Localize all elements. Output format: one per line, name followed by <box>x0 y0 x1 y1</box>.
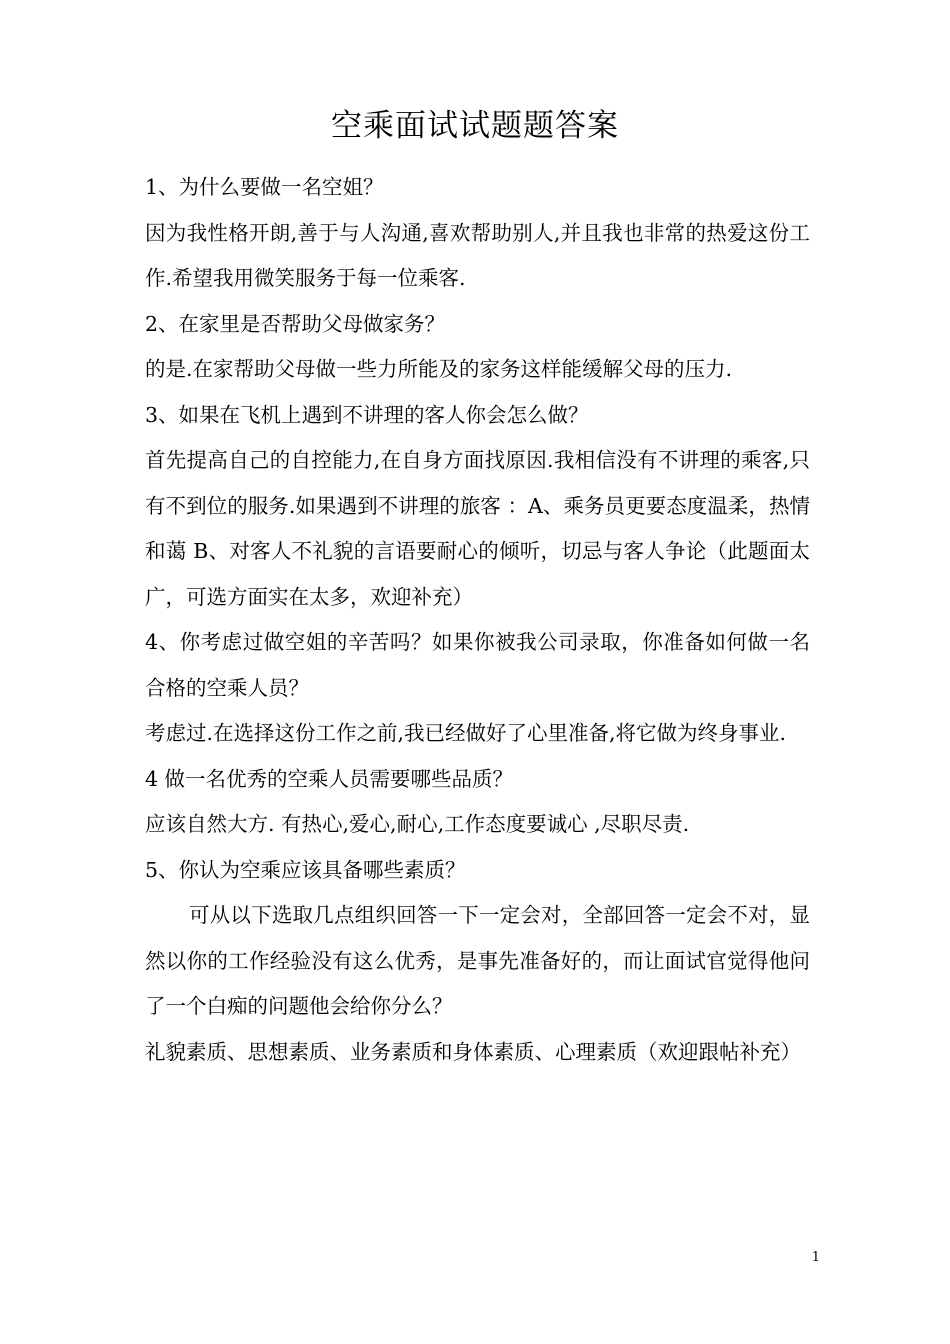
answer-3: 首先提高自己的自控能力,在自身方面找原因.我相信没有不讲理的乘客,只有不到位的服务.如果遇到不讲理的旅客 ：A、乘务员更要态度温柔，热情和蔼 B、对客人不礼貌的言语要耐心的倾听，切忌与客人争论（此题面太广，可选方面实在太多，欢迎补充） <box>145 448 810 609</box>
document-body <box>145 165 810 1075</box>
question-4: 4、你考虑过做空姐的辛苦吗？如果你被我公司录取，你准备如何做一名合格的空乘人员？ <box>145 630 810 700</box>
question-2: 2、在家里是否帮助父母做家务？ <box>145 311 446 336</box>
page-number: 1 <box>811 1250 820 1265</box>
answer-2: 的是.在家帮助父母做一些力所能及的家务这样能缓解父母的压力. <box>145 357 733 381</box>
answer-4b: 应该自然大方. 有热心,爱心,耐心,工作态度要诚心 ,尽职尽责. <box>145 812 690 836</box>
answer-5-intro: 可从以下选取几点组织回答一下一定会对，全部回答一定会不对，显然以你的工作经验没有这么优秀，是事先准备好的，而让面试官觉得他问了一个白痴的问题他会给你分么？ <box>145 903 810 1018</box>
question-5: 5、你认为空乘应该具备哪些素质？ <box>145 857 466 882</box>
question-1: 1、为什么要做一名空姐？ <box>145 175 384 199</box>
question-3: 3、如果在飞机上遇到不讲理的客人你会怎么做？ <box>145 402 589 427</box>
answer-1: 因为我性格开朗,善于与人沟通,喜欢帮助别人,并且我也非常的热爱这份工作.希望我用微笑服务于每一位乘客. <box>145 220 810 290</box>
document-title: 空乘面试试题题答案 <box>331 108 619 144</box>
question-4b: 4 做一名优秀的空乘人员需要哪些品质？ <box>145 766 514 791</box>
answer-4: 考虑过.在选择这份工作之前,我已经做好了心里准备,将它做为终身事业. <box>145 721 787 745</box>
answer-5: 礼貌素质、思想素质、业务素质和身体素质、心理素质（欢迎跟帖补充） <box>145 1039 801 1064</box>
